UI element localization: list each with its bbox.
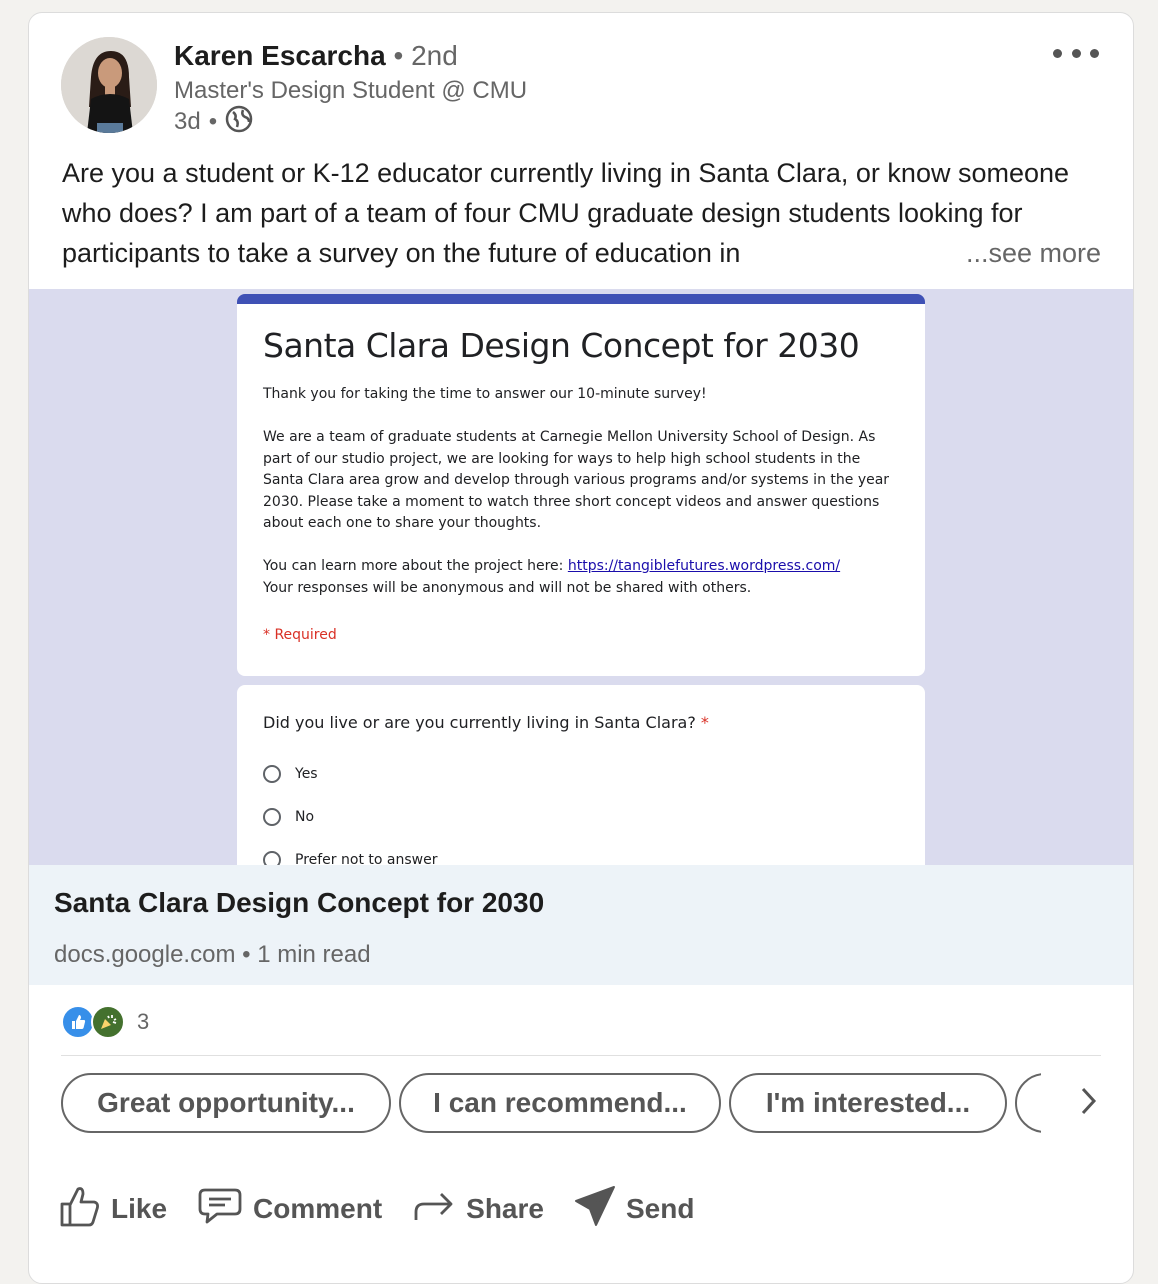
suggestion-pill[interactable]: I can recommend... [399, 1073, 721, 1133]
send-button[interactable] [574, 1185, 694, 1234]
connection-separator: • [393, 40, 412, 71]
like-icon [61, 1005, 95, 1039]
link-separator: • [242, 941, 258, 968]
send-label: Send [625, 1193, 695, 1224]
radio-button[interactable] [263, 808, 281, 826]
like-button[interactable] [59, 1184, 167, 1235]
form-header-card [237, 294, 925, 676]
option-label: Yes [295, 766, 318, 782]
celebrate-icon [91, 1005, 125, 1039]
more-options-icon[interactable] [1053, 41, 1099, 65]
radio-button[interactable] [263, 765, 281, 783]
link-read-time: 1 min read [257, 941, 371, 968]
option-prefer-not[interactable] [263, 851, 437, 865]
post-time: 3d [174, 108, 201, 135]
share-button[interactable] [412, 1188, 544, 1231]
comment-button[interactable] [197, 1186, 382, 1233]
radio-button[interactable] [263, 851, 281, 865]
link-source: docs.google.com [54, 941, 236, 968]
form-intro: Thank you for taking the time to answer our 10-minute survey! [263, 386, 707, 402]
suggested-replies [61, 1073, 1041, 1137]
option-no[interactable] [263, 808, 314, 826]
option-label: Prefer not to answer [295, 852, 438, 865]
feed-post-card [28, 12, 1134, 1284]
suggestion-pill[interactable]: Great opportunity... [61, 1073, 391, 1133]
option-label: No [295, 809, 315, 825]
required-star: * [700, 713, 709, 732]
reactions-summary[interactable] [61, 1007, 149, 1037]
post-meta [174, 107, 253, 137]
question-label: Did you live or are you currently living in Santa Clara? [263, 713, 696, 732]
form-learn-more [263, 556, 903, 578]
chevron-right-icon[interactable] [1073, 1079, 1103, 1123]
meta-separator: • [208, 108, 218, 135]
required-note: * Required [263, 627, 337, 643]
form-anonymous-note: Your responses will be anonymous and will not be shared with others. [263, 579, 752, 596]
author-avatar[interactable] [61, 37, 157, 133]
share-label: Share [466, 1193, 544, 1224]
learn-more-label: You can learn more about the project here: [263, 558, 564, 574]
link-subtitle [54, 941, 371, 969]
author-headline: Master's Design Student @ CMU [174, 77, 528, 104]
divider [61, 1055, 1101, 1056]
form-paragraph: We are a team of graduate students at Carnegie Mellon University School of Design. As part of our studio project, we are looking for ways to help high school students in the Santa Clara area grow and develop through various programs and/or systems in the year 2030. Please take a moment to watch three short concept videos and answer questions about each one to share your thoughts. [263, 429, 890, 531]
see-more-link[interactable]: ...see more [952, 233, 1101, 273]
form-description [263, 384, 903, 647]
post-text: Are you a student or K-12 educator currently living in Santa Clara, or know someone who does? I am part of a team of four CMU graduate design students looking for participants to take a survey on the future of education in [62, 158, 1070, 268]
question-text [263, 713, 709, 732]
thumbs-up-icon [59, 1184, 101, 1235]
form-question-card [237, 685, 925, 865]
project-link[interactable]: https://tangiblefutures.wordpress.com/ [567, 558, 841, 574]
suggestion-pill-partial[interactable] [1015, 1073, 1041, 1133]
reaction-count[interactable]: 3 [137, 1009, 150, 1034]
send-icon [574, 1185, 616, 1234]
form-title: Santa Clara Design Concept for 2030 [263, 326, 860, 365]
connection-degree: 2nd [411, 40, 458, 71]
author-name[interactable]: Karen Escarcha [174, 40, 386, 71]
author-name-line [174, 40, 458, 72]
comment-label: Comment [253, 1193, 383, 1224]
option-yes[interactable] [263, 765, 318, 783]
post-actions [59, 1183, 724, 1235]
link-info-bar[interactable] [29, 865, 1133, 985]
comment-icon [197, 1186, 243, 1233]
like-label: Like [111, 1193, 168, 1224]
link-preview-image[interactable] [29, 289, 1133, 865]
suggestion-pill[interactable]: I'm interested... [729, 1073, 1007, 1133]
share-icon [412, 1188, 456, 1231]
globe-icon [225, 105, 253, 140]
link-title[interactable]: Santa Clara Design Concept for 2030 [54, 887, 545, 918]
